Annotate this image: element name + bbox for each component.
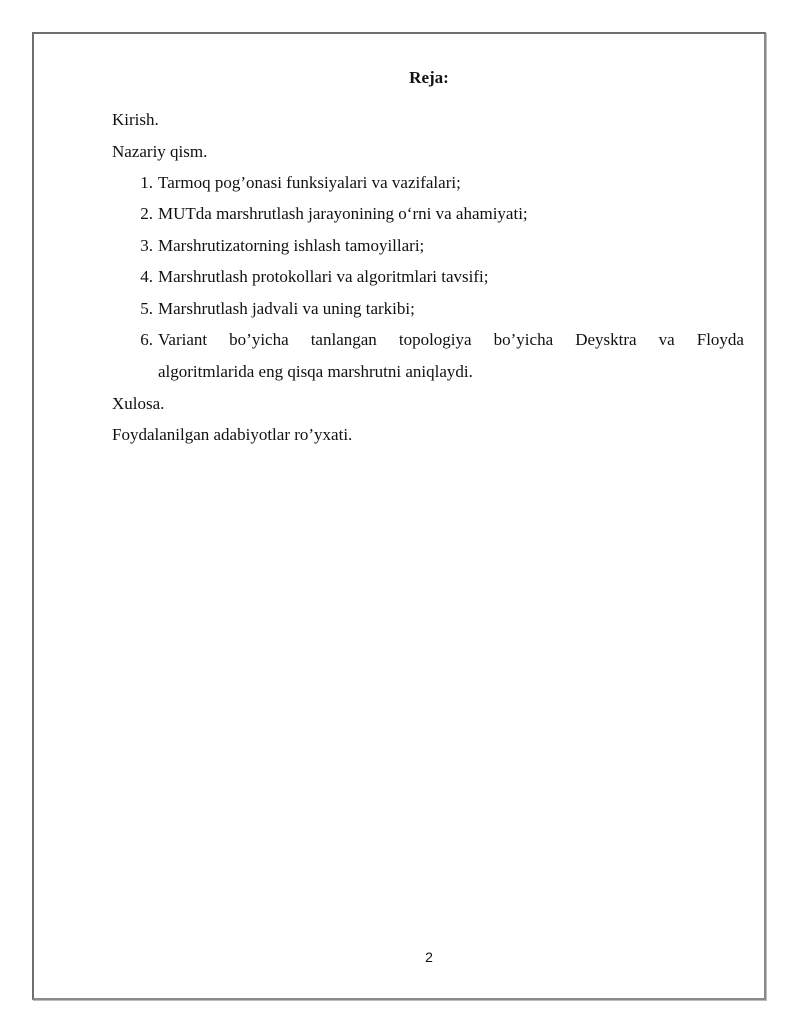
- word: Variant: [158, 330, 208, 349]
- list-item-text: Marshrutlash protokollari va algoritmlari tavsifi;: [158, 267, 489, 286]
- list-item-text-line2: algoritmlarida eng qisqa marshrutni aniqlaydi.: [158, 362, 473, 381]
- word: va: [658, 330, 675, 349]
- list-item-text: Tarmoq pog’onasi funksiyalari va vazifalari;: [158, 173, 461, 192]
- word: bo’yicha: [493, 330, 554, 349]
- list-item-text: MUTda marshrutlash jarayonining o‘rni va ahamiyati;: [158, 204, 528, 223]
- list-item-number: 2.: [140, 204, 153, 223]
- list-item-number: 5.: [140, 299, 153, 318]
- list-item-number: 6.: [140, 330, 153, 349]
- word: Floyda: [696, 330, 744, 349]
- list-item-text: Marshrutlash jadvali va uning tarkibi;: [158, 299, 415, 318]
- list-item-number: 1.: [140, 173, 153, 192]
- page-number: 2: [425, 949, 433, 965]
- list-item-number: 4.: [140, 267, 153, 286]
- intro-line: Kirish.: [112, 110, 159, 129]
- word: Deysktra: [575, 330, 637, 349]
- list-item-number: 3.: [140, 236, 153, 255]
- word: tanlangan: [310, 330, 377, 349]
- list-item-text-line1: [158, 326, 744, 354]
- document-title: Reja:: [409, 68, 449, 87]
- section-line: Nazariy qism.: [112, 142, 208, 161]
- list-item-text: Marshrutizatorning ishlash tamoyillari;: [158, 236, 425, 255]
- word: bo’yicha: [229, 330, 289, 349]
- word: topologiya: [398, 330, 472, 349]
- conclusion-line: Xulosa.: [112, 394, 165, 413]
- references-line: Foydalanilgan adabiyotlar ro’yxati.: [112, 425, 353, 444]
